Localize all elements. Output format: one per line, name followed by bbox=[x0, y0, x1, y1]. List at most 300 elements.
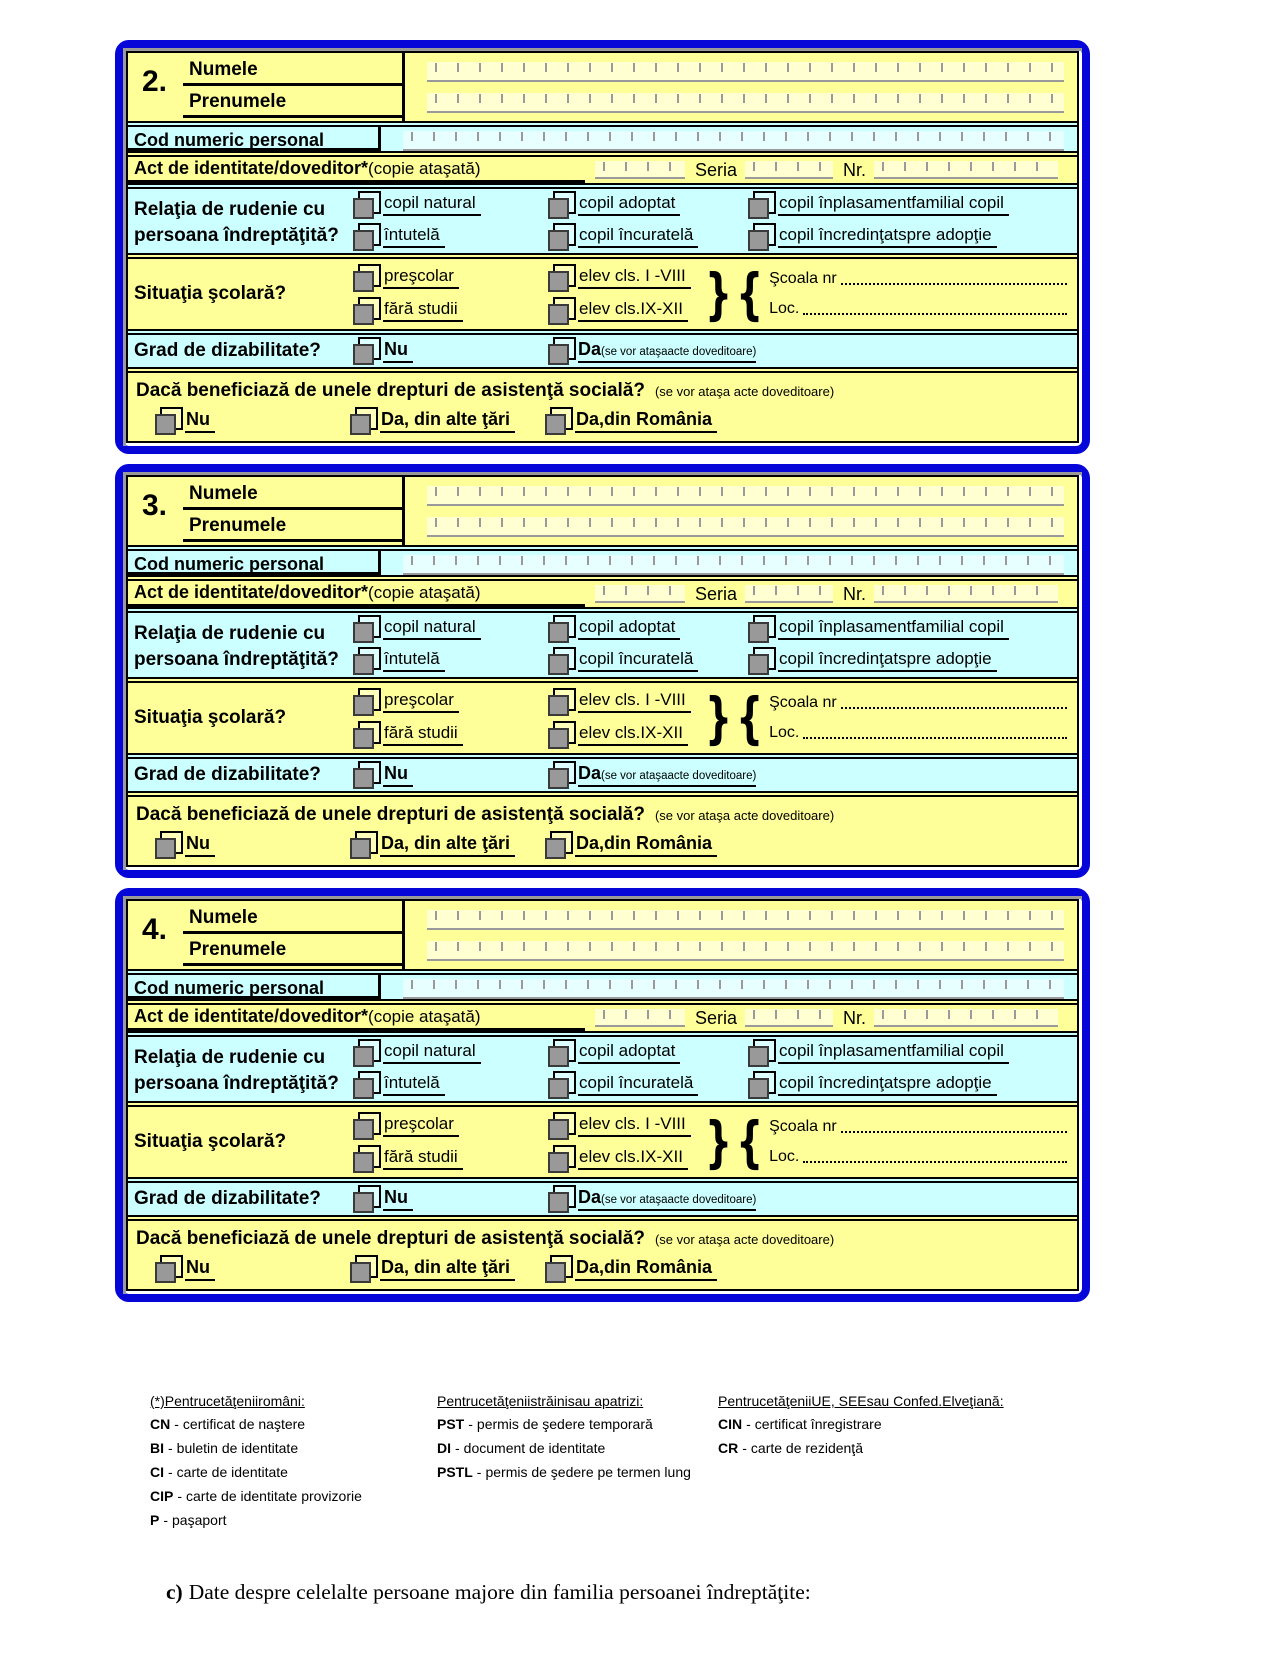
id-doc-type-boxes[interactable] bbox=[595, 161, 685, 179]
checkbox-disability-yes[interactable] bbox=[548, 1185, 578, 1213]
school-row bbox=[128, 677, 1077, 753]
school-number-fill-line[interactable] bbox=[841, 283, 1067, 285]
checkbox-disability-yes[interactable] bbox=[548, 337, 578, 365]
social-rights-question: Dacă beneficiază de unele drepturi de asistenţă socială? bbox=[136, 1227, 645, 1249]
legend-item-bi bbox=[150, 1440, 362, 1456]
dash: - bbox=[177, 1488, 183, 1504]
checkbox-copil-adoptat[interactable] bbox=[548, 1039, 578, 1067]
option-disability-no[interactable] bbox=[353, 1183, 548, 1214]
checkbox-disability-yes[interactable] bbox=[548, 761, 578, 789]
nr-input-boxes[interactable] bbox=[874, 161, 1058, 179]
option-label: Da bbox=[578, 1186, 602, 1207]
option-label: elev cls.IX-XII bbox=[578, 723, 688, 746]
school-options-col2 bbox=[548, 259, 703, 329]
checkbox-plasament-familial[interactable] bbox=[748, 1039, 778, 1067]
legend-item-cn bbox=[150, 1416, 362, 1432]
id-doc-label-cell bbox=[128, 157, 585, 182]
school-locality-label: Loc. bbox=[769, 300, 800, 318]
checkbox-box bbox=[545, 838, 566, 859]
option-incredintat-adoptie[interactable] bbox=[748, 645, 1077, 677]
cnp-strip-wrap bbox=[381, 551, 1077, 575]
option-label: Da, din alte ţări bbox=[380, 833, 515, 857]
checkbox-copil-adoptat[interactable] bbox=[548, 191, 578, 219]
checkbox-box bbox=[353, 622, 374, 643]
desc: document de identitate bbox=[463, 1440, 606, 1456]
social-rights-attach-note: (se vor ataşa acte doveditoare) bbox=[654, 383, 835, 399]
abbr: CI bbox=[150, 1464, 164, 1480]
checkbox-copil-adoptat[interactable] bbox=[548, 615, 578, 643]
disability-question: Grad de dizabilitate? bbox=[134, 339, 321, 361]
option-copil-adoptat[interactable] bbox=[548, 1037, 748, 1069]
social-rights-options bbox=[128, 826, 1077, 865]
checkbox-social-yes-romania[interactable] bbox=[545, 831, 575, 859]
checkbox-box bbox=[548, 768, 569, 789]
surname-input-boxes[interactable] bbox=[427, 941, 1064, 961]
checkbox-elev-9-12[interactable] bbox=[548, 297, 578, 325]
relation-question-line1: Relaţia de rudenie cu bbox=[134, 622, 326, 644]
name-row bbox=[128, 901, 1077, 969]
dash: - bbox=[476, 1464, 482, 1480]
checkbox-box bbox=[350, 838, 371, 859]
checkbox-box bbox=[353, 198, 374, 219]
option-social-yes-other-countries[interactable] bbox=[350, 1253, 545, 1286]
checkbox-plasament-familial[interactable] bbox=[748, 615, 778, 643]
checkbox-box bbox=[155, 838, 176, 859]
checkbox-copil-natural[interactable] bbox=[353, 615, 383, 643]
id-doc-row bbox=[128, 999, 1077, 1030]
section-c-heading bbox=[166, 1580, 811, 1605]
option-elev-1-8[interactable] bbox=[548, 1109, 703, 1142]
school-locality-label: Loc. bbox=[769, 724, 800, 742]
school-number-fill-line[interactable] bbox=[841, 707, 1067, 709]
abbr: CIP bbox=[150, 1488, 174, 1504]
name-strips bbox=[405, 901, 1077, 969]
option-label: copil încredinţatspre adopţie bbox=[778, 225, 997, 248]
dash: - bbox=[174, 1416, 179, 1432]
family-member-section bbox=[115, 40, 1090, 454]
cnp-row bbox=[128, 121, 1077, 151]
desc: permis de şedere temporară bbox=[476, 1416, 653, 1432]
checkbox-social-no[interactable] bbox=[155, 407, 185, 435]
option-disability-no[interactable] bbox=[353, 759, 548, 790]
id-doc-row bbox=[128, 575, 1077, 606]
option-label: copil încredinţatspre adopţie bbox=[778, 1073, 997, 1096]
school-locality-fill-line[interactable] bbox=[803, 1161, 1067, 1163]
name-input-boxes[interactable] bbox=[427, 62, 1064, 82]
brace-open-icon: { bbox=[736, 685, 764, 750]
school-options-col1 bbox=[353, 683, 548, 753]
option-plasament-familial[interactable] bbox=[748, 189, 1077, 221]
relation-row bbox=[128, 607, 1077, 677]
legend-title: Pentrucetăţeniistrăinisau apatrizi: bbox=[437, 1393, 644, 1409]
id-doc-type-boxes[interactable] bbox=[595, 1009, 685, 1027]
option-label: întutelă bbox=[383, 1073, 445, 1096]
option-label: elev cls. I -VIII bbox=[578, 690, 691, 713]
section-number: 4. bbox=[142, 913, 168, 946]
checkbox-box bbox=[545, 414, 566, 435]
option-elev-9-12[interactable] bbox=[548, 294, 703, 327]
checkbox-copil-natural[interactable] bbox=[353, 191, 383, 219]
checkbox-box bbox=[548, 230, 569, 251]
seria-input-boxes[interactable] bbox=[745, 585, 833, 603]
school-number-line bbox=[769, 264, 1069, 294]
cnp-label: Cod numeric personal bbox=[128, 551, 381, 575]
option-elev-9-12[interactable] bbox=[548, 1142, 703, 1175]
option-label: Nu bbox=[383, 339, 413, 363]
id-doc-row bbox=[128, 151, 1077, 182]
legend-title: (*)Pentrucetăţeniiromâni: bbox=[150, 1393, 305, 1409]
nr-input-boxes[interactable] bbox=[874, 585, 1058, 603]
school-row bbox=[128, 1101, 1077, 1177]
checkbox-box bbox=[748, 1046, 769, 1067]
option-label: Da,din România bbox=[575, 1257, 717, 1281]
option-plasament-familial[interactable] bbox=[748, 613, 1077, 645]
id-doc-copy-note: (copie ataşată) bbox=[368, 582, 481, 602]
school-row bbox=[128, 253, 1077, 329]
option-label: copil adoptat bbox=[578, 1041, 680, 1064]
option-social-no[interactable] bbox=[155, 829, 350, 862]
option-prescolar[interactable] bbox=[353, 685, 548, 718]
legend-item-ci bbox=[150, 1464, 362, 1480]
brace-close-icon: } bbox=[705, 1109, 733, 1174]
checkbox-box bbox=[548, 304, 569, 325]
checkbox-social-yes-other[interactable] bbox=[350, 831, 380, 859]
school-locality-line bbox=[769, 718, 1069, 748]
option-social-no[interactable] bbox=[155, 1253, 350, 1286]
school-options-col2 bbox=[548, 1107, 703, 1177]
checkbox-box bbox=[548, 1119, 569, 1140]
checkbox-social-yes-other[interactable] bbox=[350, 407, 380, 435]
option-prescolar[interactable] bbox=[353, 261, 548, 294]
cnp-input-boxes[interactable] bbox=[403, 555, 1064, 575]
id-doc-label: Act de identitate/doveditor* bbox=[134, 1006, 369, 1027]
checkbox-box bbox=[548, 1046, 569, 1067]
checkbox-box bbox=[548, 1152, 569, 1173]
checkbox-box bbox=[548, 728, 569, 749]
nr-label: Nr. bbox=[843, 1007, 867, 1028]
name-labels bbox=[183, 53, 405, 121]
option-incredintat-adoptie[interactable] bbox=[748, 1069, 1077, 1101]
option-label: fără studii bbox=[383, 1147, 463, 1170]
option-label: Nu bbox=[383, 763, 413, 787]
social-rights-row bbox=[128, 1215, 1077, 1289]
checkbox-box bbox=[353, 304, 374, 325]
checkbox-box bbox=[548, 695, 569, 716]
option-copil-natural[interactable] bbox=[353, 613, 548, 645]
checkbox-box bbox=[548, 622, 569, 643]
legend-item-p bbox=[150, 1512, 362, 1528]
abbr: DI bbox=[437, 1440, 451, 1456]
checkbox-social-yes-romania[interactable] bbox=[545, 1255, 575, 1283]
relation-question-line1: Relaţia de rudenie cu bbox=[134, 198, 326, 220]
school-number-label: Şcoala nr bbox=[769, 694, 837, 712]
checkbox-copil-natural[interactable] bbox=[353, 1039, 383, 1067]
option-social-yes-romania[interactable] bbox=[545, 829, 717, 862]
relation-options-col3 bbox=[748, 613, 1077, 677]
social-rights-question: Dacă beneficiază de unele drepturi de asistenţă socială? bbox=[136, 379, 645, 401]
disability-attach-note: (se vor ataşaacte doveditoare) bbox=[601, 769, 757, 782]
checkbox-fara-studii[interactable] bbox=[353, 1145, 383, 1173]
desc: certificat de naştere bbox=[182, 1416, 306, 1432]
dash: - bbox=[168, 1464, 173, 1480]
checkbox-box bbox=[353, 230, 374, 251]
school-locality-label: Loc. bbox=[769, 1148, 800, 1166]
school-question: Situaţia şcolară? bbox=[134, 707, 287, 729]
relation-question-line2: persoana îndreptăţită? bbox=[134, 648, 339, 670]
abbr: PSTL bbox=[437, 1464, 473, 1480]
school-options-col1 bbox=[353, 1107, 548, 1177]
option-elev-9-12[interactable] bbox=[548, 718, 703, 751]
school-question: Situaţia şcolară? bbox=[134, 283, 287, 305]
section-number: 3. bbox=[142, 489, 168, 522]
option-copil-adoptat[interactable] bbox=[548, 189, 748, 221]
checkbox-box bbox=[353, 654, 374, 675]
cnp-input-boxes[interactable] bbox=[403, 979, 1064, 999]
seria-label: Seria bbox=[695, 1007, 738, 1028]
abbr: CR bbox=[718, 1440, 739, 1456]
relation-options-col1 bbox=[353, 1037, 548, 1101]
relation-row bbox=[128, 1031, 1077, 1101]
form-sections bbox=[115, 40, 1090, 1312]
legend-title: PentrucetăţeniiUE, SEEsau Confed.Elveţiană: bbox=[718, 1393, 1004, 1409]
name-strips bbox=[405, 53, 1077, 121]
abbr: P bbox=[150, 1512, 160, 1528]
surname-input-boxes[interactable] bbox=[427, 517, 1064, 537]
legend-eu-citizens bbox=[718, 1393, 1004, 1464]
abbr: BI bbox=[150, 1440, 164, 1456]
social-rights-options bbox=[128, 402, 1077, 441]
name-input-boxes[interactable] bbox=[427, 910, 1064, 930]
option-label: Nu bbox=[383, 1187, 413, 1211]
nr-label: Nr. bbox=[843, 583, 867, 604]
school-number-line bbox=[769, 1112, 1069, 1142]
abbr: PST bbox=[437, 1416, 465, 1432]
desc: buletin de identitate bbox=[176, 1440, 299, 1456]
id-doc-type-boxes[interactable] bbox=[595, 585, 685, 603]
checkbox-disability-no[interactable] bbox=[353, 1185, 383, 1213]
school-locality-fill-line[interactable] bbox=[803, 313, 1067, 315]
checkbox-in-tutela[interactable] bbox=[353, 1071, 383, 1099]
checkbox-box bbox=[353, 1119, 374, 1140]
seria-input-boxes[interactable] bbox=[745, 161, 833, 179]
section-inner bbox=[123, 472, 1082, 870]
checkbox-fara-studii[interactable] bbox=[353, 721, 383, 749]
school-write-in bbox=[765, 1107, 1077, 1177]
relation-question bbox=[128, 613, 353, 677]
checkbox-in-curatela[interactable] bbox=[548, 647, 578, 675]
school-locality-fill-line[interactable] bbox=[803, 737, 1067, 739]
option-social-no[interactable] bbox=[155, 405, 350, 438]
checkbox-fara-studii[interactable] bbox=[353, 297, 383, 325]
social-rights-question-line bbox=[128, 373, 1077, 402]
section-c-prefix: c) bbox=[166, 1580, 183, 1604]
option-incredintat-adoptie[interactable] bbox=[748, 221, 1077, 253]
dash: - bbox=[746, 1416, 751, 1432]
checkbox-in-tutela[interactable] bbox=[353, 647, 383, 675]
disability-row bbox=[128, 1177, 1077, 1214]
option-label: copil încredinţatspre adopţie bbox=[778, 649, 997, 672]
surname-input-boxes[interactable] bbox=[427, 93, 1064, 113]
checkbox-box bbox=[353, 1078, 374, 1099]
option-disability-no[interactable] bbox=[353, 335, 548, 366]
legend-foreign-citizens bbox=[437, 1393, 691, 1488]
checkbox-box bbox=[548, 271, 569, 292]
checkbox-box bbox=[548, 344, 569, 365]
checkbox-social-yes-other[interactable] bbox=[350, 1255, 380, 1283]
checkbox-box bbox=[353, 1046, 374, 1067]
checkbox-social-no[interactable] bbox=[155, 831, 185, 859]
option-copil-adoptat[interactable] bbox=[548, 613, 748, 645]
checkbox-social-no[interactable] bbox=[155, 1255, 185, 1283]
option-label: elev cls. I -VIII bbox=[578, 1114, 691, 1137]
option-in-tutela[interactable] bbox=[353, 645, 548, 677]
checkbox-in-tutela[interactable] bbox=[353, 223, 383, 251]
option-label: copil încuratelă bbox=[578, 225, 698, 248]
checkbox-box bbox=[353, 768, 374, 789]
name-labels bbox=[183, 477, 405, 545]
desc: certificat înregistrare bbox=[754, 1416, 882, 1432]
checkbox-prescolar[interactable] bbox=[353, 264, 383, 292]
relation-question-line1: Relaţia de rudenie cu bbox=[134, 1046, 326, 1068]
checkbox-box bbox=[155, 1262, 176, 1283]
checkbox-in-curatela[interactable] bbox=[548, 223, 578, 251]
legend bbox=[0, 1393, 1275, 1553]
option-social-yes-romania[interactable] bbox=[545, 1253, 717, 1286]
name-label: Numele bbox=[183, 901, 402, 934]
option-social-yes-romania[interactable] bbox=[545, 405, 717, 438]
legend-item-cin bbox=[718, 1416, 1004, 1432]
checkbox-box bbox=[350, 1262, 371, 1283]
checkbox-disability-no[interactable] bbox=[353, 761, 383, 789]
social-rights-attach-note: (se vor ataşa acte doveditoare) bbox=[654, 807, 835, 823]
desc: paşaport bbox=[172, 1512, 227, 1528]
cnp-label: Cod numeric personal bbox=[128, 975, 381, 999]
dash: - bbox=[455, 1440, 460, 1456]
relation-question-line2: persoana îndreptăţită? bbox=[134, 1072, 339, 1094]
desc: permis de şedere pe termen lung bbox=[485, 1464, 691, 1480]
checkbox-disability-no[interactable] bbox=[353, 337, 383, 365]
brace-open-icon: { bbox=[736, 261, 764, 326]
school-locality-line bbox=[769, 294, 1069, 324]
checkbox-elev-9-12[interactable] bbox=[548, 1145, 578, 1173]
id-doc-label: Act de identitate/doveditor* bbox=[134, 158, 369, 179]
checkbox-box bbox=[353, 695, 374, 716]
school-options-col1 bbox=[353, 259, 548, 329]
option-in-tutela[interactable] bbox=[353, 1069, 548, 1101]
cnp-strip-wrap bbox=[381, 127, 1077, 151]
name-input-boxes[interactable] bbox=[427, 486, 1064, 506]
option-copil-natural[interactable] bbox=[353, 1037, 548, 1069]
option-social-yes-other-countries[interactable] bbox=[350, 405, 545, 438]
option-elev-1-8[interactable] bbox=[548, 685, 703, 718]
cnp-input-boxes[interactable] bbox=[403, 131, 1064, 151]
relation-question bbox=[128, 1037, 353, 1101]
id-doc-label-cell bbox=[128, 1005, 585, 1030]
social-rights-row bbox=[128, 791, 1077, 865]
school-write-in bbox=[765, 259, 1077, 329]
option-elev-1-8[interactable] bbox=[548, 261, 703, 294]
section-inner bbox=[123, 48, 1082, 446]
name-label: Numele bbox=[183, 53, 402, 86]
surname-label: Prenumele bbox=[183, 86, 402, 118]
checkbox-prescolar[interactable] bbox=[353, 688, 383, 716]
option-label: elev cls.IX-XII bbox=[578, 1147, 688, 1170]
option-in-tutela[interactable] bbox=[353, 221, 548, 253]
checkbox-box bbox=[155, 414, 176, 435]
checkbox-elev-1-8[interactable] bbox=[548, 264, 578, 292]
option-fara-studii[interactable] bbox=[353, 718, 548, 751]
option-plasament-familial[interactable] bbox=[748, 1037, 1077, 1069]
legend-item-pst bbox=[437, 1416, 691, 1432]
disability-question: Grad de dizabilitate? bbox=[134, 763, 321, 785]
checkbox-elev-1-8[interactable] bbox=[548, 688, 578, 716]
option-label: fără studii bbox=[383, 723, 463, 746]
option-prescolar[interactable] bbox=[353, 1109, 548, 1142]
relation-options-col3 bbox=[748, 1037, 1077, 1101]
legend-item-cip bbox=[150, 1488, 362, 1504]
social-rights-question-line bbox=[128, 797, 1077, 826]
abbr: CIN bbox=[718, 1416, 743, 1432]
option-label: Da bbox=[578, 338, 602, 359]
disability-attach-note: (se vor ataşaacte doveditoare) bbox=[601, 1193, 757, 1206]
checkbox-plasament-familial[interactable] bbox=[748, 191, 778, 219]
option-copil-natural[interactable] bbox=[353, 189, 548, 221]
school-number-label: Şcoala nr bbox=[769, 1118, 837, 1136]
abbr: CN bbox=[150, 1416, 171, 1432]
option-label: preşcolar bbox=[383, 690, 459, 713]
id-doc-copy-note: (copie ataşată) bbox=[368, 1006, 481, 1026]
checkbox-social-yes-romania[interactable] bbox=[545, 407, 575, 435]
checkbox-box bbox=[545, 1262, 566, 1283]
option-label: Da,din România bbox=[575, 833, 717, 857]
checkbox-prescolar[interactable] bbox=[353, 1112, 383, 1140]
option-social-yes-other-countries[interactable] bbox=[350, 829, 545, 862]
checkbox-box bbox=[353, 344, 374, 365]
option-label: întutelă bbox=[383, 225, 445, 248]
school-locality-line bbox=[769, 1142, 1069, 1172]
section-c-text: Date despre celelalte persoane majore din familia persoanei îndreptăţite: bbox=[188, 1580, 811, 1604]
option-label: copil natural bbox=[383, 193, 481, 216]
checkbox-in-curatela[interactable] bbox=[548, 1071, 578, 1099]
brace-close-icon: } bbox=[705, 261, 733, 326]
option-label: Nu bbox=[185, 409, 215, 433]
relation-question bbox=[128, 189, 353, 253]
nr-input-boxes[interactable] bbox=[874, 1009, 1058, 1027]
option-label: preşcolar bbox=[383, 1114, 459, 1137]
checkbox-box bbox=[548, 1192, 569, 1213]
school-write-in bbox=[765, 683, 1077, 753]
checkbox-elev-9-12[interactable] bbox=[548, 721, 578, 749]
checkbox-box bbox=[353, 271, 374, 292]
legend-item-di bbox=[437, 1440, 691, 1456]
option-fara-studii[interactable] bbox=[353, 1142, 548, 1175]
seria-label: Seria bbox=[695, 583, 738, 604]
checkbox-elev-1-8[interactable] bbox=[548, 1112, 578, 1140]
option-fara-studii[interactable] bbox=[353, 294, 548, 327]
seria-input-boxes[interactable] bbox=[745, 1009, 833, 1027]
cnp-row bbox=[128, 969, 1077, 999]
name-labels bbox=[183, 901, 405, 969]
option-label: copil adoptat bbox=[578, 193, 680, 216]
option-label: fără studii bbox=[383, 299, 463, 322]
school-number-label: Şcoala nr bbox=[769, 270, 837, 288]
option-label: copil încuratelă bbox=[578, 1073, 698, 1096]
checkbox-box bbox=[353, 728, 374, 749]
option-label: copil natural bbox=[383, 617, 481, 640]
social-rights-row bbox=[128, 367, 1077, 441]
option-label: Da, din alte ţări bbox=[380, 1257, 515, 1281]
school-number-fill-line[interactable] bbox=[841, 1131, 1067, 1133]
